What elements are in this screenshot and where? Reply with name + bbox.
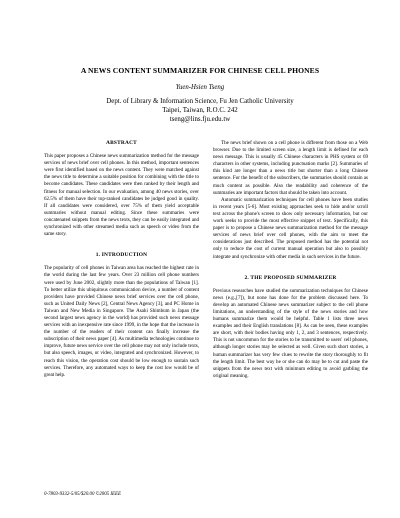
proposed-paragraph-1: Previous researches have studied the summarization techniques for Chinese news (e.g.,[7]), but none has done for the problem discussed here. To develop an automated Chinese news summarizer subject to the cell phone limitations, an understanding of the style of the news stories and how humans summarize them would be helpful. Table 1 lists three news examples and their English translations [8]. As can be seen, these examples are short, with their bodies having only 1, 2, and 3 sentences, respectively. This is not uncommon for the stories to be transmitted to users' cell phones, although longer stories may be selected as well. Given such short stories, a human summarizer has very few clues to rewrite the story thoroughly to fit the length limit. The best way he or she can do may be to cut and paste the snippets from the news text with minimum editing to avoid garbling the original meaning. xyxy=(213,287,368,379)
author-name: Yuen-Hsien Tseng xyxy=(175,84,225,91)
copyright-footer: 0-7803-9332-5/05/$20.00 ©2005 IEEE xyxy=(44,492,121,497)
affiliation-line-1: Dept. of Library & Information Science, Fu Jen Catholic University xyxy=(106,98,294,105)
right-column xyxy=(213,140,368,380)
paper-title: A NEWS CONTENT SUMMARIZER FOR CHINESE CELL PHONES xyxy=(80,66,320,75)
right-paragraph-2: Automatic summarization techniques for cell phones have been studies in recent years [5-6]. Most existing approaches seek to hide and/or scroll text across the phone's screen to show only necessary information, but our work seeks to provide the most effective snippet of text. Specifically, this paper is to propose a Chinese news summarization method for the message services of news brief over cell phones, with the aim to meet the considerations just described. The proposed method has the potential not only to reduce the cost of current manual operation but also to possibly integrate and synchronize with other media in such services in the future. xyxy=(213,196,368,260)
abstract-heading: ABSTRACT xyxy=(106,140,137,146)
introduction-heading: 1. INTRODUCTION xyxy=(95,252,148,259)
left-column xyxy=(44,140,199,379)
proposed-heading: 2. THE PROPOSED SUMMARIZER xyxy=(244,274,337,281)
abstract-text: This paper proposes a Chinese news summarization method for the message services of news brief over cell phones. In this method, important sentences were first identified based on the news content. They were matched against the news title to determine a suitable position for combining with the title to become candidates. These candidates were then ranked by their length and fitness for manual selection. In our evaluation, among 40 news stories, over 62.5% of them have their top-ranked candidates be judged good in quality. If all candidates were considered, over 75% of them yield acceptable summaries without manual editing. Since these summaries were concatenated snippets from the news texts, they can be easily integrated and synchronized with other streamed media such as speech or video from the same story. xyxy=(44,153,199,238)
introduction-paragraph-1: The popularity of cell phones in Taiwan area has reached the highest rate in the world during the last few years. Over 23 million cell phone numbers were used by June 2002, slightly more than the populations of Taiwan [1]. To better utilize this ubiquitous communication device, a number of content providers have provided Chinese news brief services over the cell phone, such as United Daily News [2], Central News Agency [3], and PC Home in Taiwan and New Media in Singapore. The Asahi Shimbum in Japan (the second largest news agency in the world) has provided such news message services with an inexpensive rate since 1999, in the hope that the increase in the number of the readers of their content can finally increase the subscription of their news paper [4]. As multimedia technologies continue to improve, future news service over the cell phone may not only include texts, but also speech, images, or video, integrated and synchronized. However, to reach this vision, the operation cost should be low enough to sustain such services. Therefore, any automated ways to keep the cost low would be of great help. xyxy=(44,265,199,378)
affiliation-line-2: Taipei, Taiwan, R.O.C. 242 xyxy=(162,107,238,114)
right-paragraph-1: The news brief shown on a cell phone is different from those on a Web browser. Due to the limited screen size, a length limit is defined for each news message. This is usually 45 Chinese characters in PHS system or 69 characters in other systems, including punctuation marks [2]. Summaries of this kind are longer than a news title but shorter than a long Chinese sentence. For the benefit of the subscribers, the summaries should contain as much content as possible. Also the readability and coherence of the summaries are important factors that should be taken into account. xyxy=(213,140,368,196)
author-email: tseng@lins.fju.edu.tw xyxy=(169,116,231,123)
affiliation-block xyxy=(0,97,400,124)
